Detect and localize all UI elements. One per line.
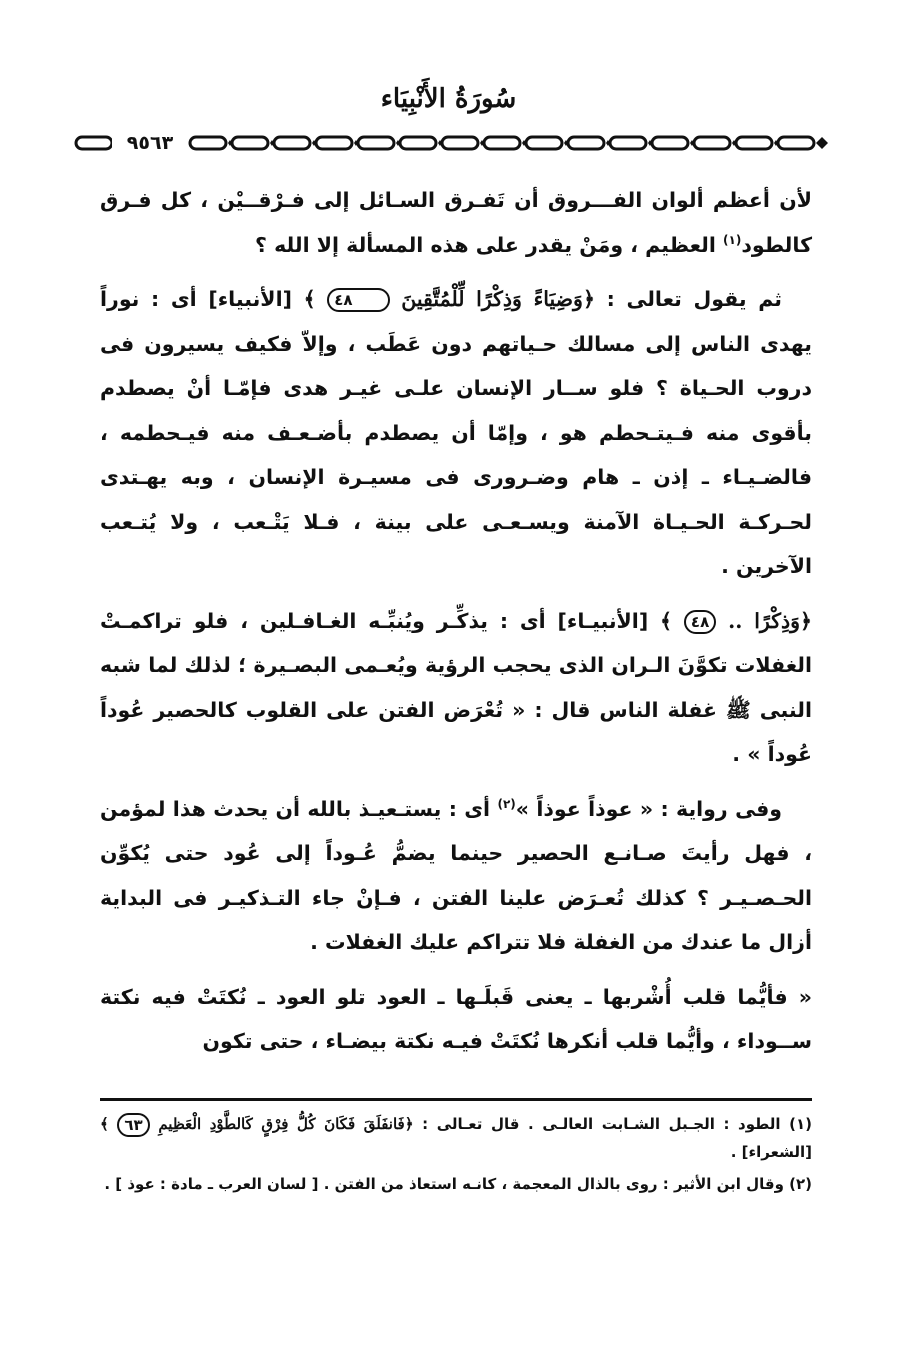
footnote-text: [الشعراء] . bbox=[730, 1143, 812, 1161]
paragraph-text: « فأيُّما قلب أُشْربها ـ يعنى قَبلَـها ـ العود تلو العود ـ نُكتَتْ فيه نكتة ســوداء ، وأيُّما قلب أنكرها نُكتَتْ فيـه نكتة بيضـاء ، حتى تكون bbox=[100, 984, 812, 1053]
paragraph-text: [الأنبيـاء] أى : يذكِّـر ويُنبِّـه الغـافـلين ، فلو تراكمـتْ الغفلات تكوَّنَ الـران الذى يحجب الرؤية ويُعـمى البصـيرة ؛ لذلك لما شبه النبى ﷺ غفلة الناس قال : « تُعْرَض الفتن على القلوب كالحصير عُوداً عُوداً » . bbox=[100, 608, 812, 766]
quran-bracket: ﴾ bbox=[303, 287, 316, 311]
quran-bracket: ﴾ bbox=[660, 608, 673, 633]
page-number: ٩٥٦٣ bbox=[112, 131, 188, 155]
footnote-text: وقال ابن الأثير : روى بالذال المعجمة ، كانـه استعاذ من الفتن . [ لسان العرب ـ مادة : عوذ ] . bbox=[104, 1175, 790, 1193]
paragraph-1 bbox=[100, 178, 812, 267]
paragraph-text: وفى رواية : « عوذاً عوذاً » bbox=[515, 796, 782, 821]
ayah-number-marker: ٤٨ bbox=[684, 610, 716, 634]
quran-verse: ﴿فَانفَلَقَ فَكَانَ كُلُّ فِرْقٍ كَالطَّوْدِ الْعَظِيمِ bbox=[158, 1115, 414, 1133]
quran-verse: ﴿وَضِيَاءً وَذِكْرًا لِّلْمُتَّقِينَ bbox=[401, 287, 595, 311]
surah-title: سُورَةُ الأَنْبِيَاء bbox=[380, 84, 517, 114]
paragraph-text: ثم يقول تعالى : bbox=[594, 287, 783, 311]
paragraph-text: أى : يستـعيـذ بالله أن يحدث هذا لمؤمن ، فهل رأيتَ صـانـع الحصير حينما يضمُّ عُـوداً إلى عُود حتى يُكوِّن الحـصـيـر ؟ كذلك تُعـرَض علينا الفتن ، فـإنْ جاء التـذكيـر فى البداية أزال ما عندك من الغفلة فلا تتراكم عليك الغفلات . bbox=[100, 796, 812, 954]
quran-verse: ﴿وَذِكْرًا .. bbox=[728, 608, 813, 633]
ayah-number-marker: ٤٨ bbox=[327, 288, 389, 312]
footnote-reference: (٢) bbox=[497, 796, 516, 811]
paragraph-5 bbox=[100, 975, 812, 1064]
paragraph-text: لأن أعظم ألوان الفـــروق أن تَفـرق السـائل إلى فـرْقــيْن ، كل فـرق كالطود bbox=[100, 188, 812, 257]
footnote-number: (٢) bbox=[789, 1175, 812, 1193]
paragraph-text: العظيم ، ومَنْ يقدر على هذه المسألة إلا الله ؟ bbox=[255, 232, 724, 257]
footnote-number: (١) bbox=[789, 1115, 813, 1133]
quran-bracket: ﴾ bbox=[100, 1115, 109, 1133]
paragraph-3 bbox=[100, 599, 812, 777]
main-text bbox=[100, 178, 812, 1074]
paragraph-text: [الأنبياء] أى : نوراً يهدى الناس إلى مسالك حـياتهم دون عَطَب ، وإلاّ فكيف يسيرون فى دروب الحـياة ؟ فلو ســار الإنسان علـى غيـر هدى فإمّـا أنْ يصطدم بأقوى منه فـيتـحطم هو ، وإمّا أن يصطدم بأضـعـف منه فيـحطمه ، فالضـيـاء ـ إذن ـ هام وضـرورى فى مسيـرة الإنسان ، وبه يهـتدى لحـركـة الحـيـاة الآمنة ويسـعـى على بينة ، فـلا يَتْـعب ، ولا يُتـعب الآخرين . bbox=[100, 287, 812, 578]
footnote-2 bbox=[100, 1170, 812, 1198]
paragraph-4 bbox=[100, 787, 812, 965]
paragraph-2 bbox=[100, 277, 812, 589]
footnotes bbox=[100, 1110, 812, 1202]
footnote-divider bbox=[100, 1098, 812, 1101]
footnote-reference: (١) bbox=[723, 232, 742, 247]
footnote-1 bbox=[100, 1110, 812, 1166]
footnote-text: الطود : الجـبل الشـابت العالـى . قال تعـالى : bbox=[413, 1115, 790, 1133]
ayah-number-marker: ٦٣ bbox=[117, 1113, 149, 1137]
